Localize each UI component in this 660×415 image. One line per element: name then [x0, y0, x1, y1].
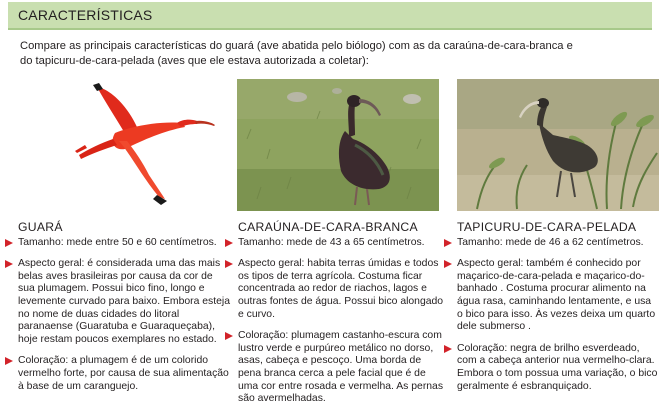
carauna-color: Coloração: plumagem castanho-escura com lustro verde e purpúreo metálico no dorso, asas, cabeça e pescoço. Uma borda de pena branca cerca a pele facial que é de uma cor entre rosada e vermelha. As pernas são avermelhadas.	[238, 330, 446, 406]
carauna-column	[238, 221, 446, 415]
guara-title: GUARÁ	[18, 220, 63, 234]
carauna-aspect: Aspecto geral: habita terras úmidas e todos os tipos de terra agrícola. Costuma ficar concentrada ao redor de riachos, lagos e outras fontes de água. Possui bico alongado e curvo.	[238, 258, 446, 321]
bare-faced-ibis-photo	[457, 79, 659, 211]
tapicuru-size: Tamanho: mede de 46 a 62 centímetros.	[457, 237, 659, 250]
tapicuru-column	[457, 221, 659, 402]
guara-size: Tamanho: mede entre 50 e 60 centímetros.	[18, 237, 230, 250]
scarlet-ibis-photo	[15, 79, 225, 211]
guara-column	[18, 221, 230, 402]
tapicuru-title: TAPICURU-DE-CARA-PELADA	[457, 220, 637, 234]
tapicuru-color: Coloração: negra de brilho esverdeado, com a cabeça anterior nua vermelho-clara. Embora o tom possua uma variação, o bico geralmente é esbranquiçado.	[457, 342, 658, 392]
carauna-title: CARAÚNA-DE-CARA-BRANCA	[238, 220, 418, 234]
guara-color: Coloração: a plumagem é de um colorido vermelho forte, por causa de sua alimentação à base de um caranguejo.	[18, 355, 229, 392]
section-title: CARACTERÍSTICAS	[18, 7, 153, 23]
section-header	[8, 2, 652, 30]
carauna-size: Tamanho: mede de 43 a 65 centímetros.	[238, 237, 446, 250]
intro-text: Compare as principais características do guará (ave abatida pelo biólogo) com as da caraúna-de-cara-branca e do tapicuru-de-cara-pelada (aves que ele estava autorizada a coletar):	[20, 40, 573, 67]
guara-aspect: Aspecto geral: é considerada uma das mais belas aves brasileiras por causa da cor de sua plumagem. Possui bico fino, longo e levemente curvado para baixo. Embora esteja no nome de duas cidades do litoral paranaense (Guaratuba e Guaraqueçaba), hoje restam poucos exemplares no estado.	[18, 258, 230, 345]
tapicuru-aspect: Aspecto geral: também é conhecido por maçarico-de-cara-pelada e maçarico-do-banhado . Costuma procurar alimento na água rasa, caminhando lentamente, e usa o bico para isso. Às vezes deixa um quarto dele submerso .	[457, 258, 659, 334]
white-faced-ibis-photo	[237, 79, 439, 211]
